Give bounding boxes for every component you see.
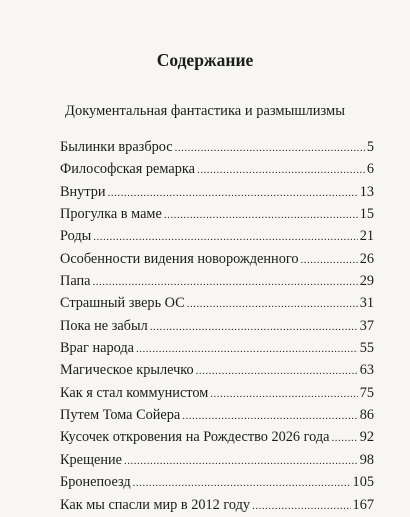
dot-leader (93, 226, 357, 248)
dot-leader (187, 293, 358, 315)
toc-entry (60, 449, 374, 471)
dot-leader (136, 338, 358, 360)
toc-entry-page: 15 (359, 206, 374, 223)
toc-entry-title: Роды (60, 228, 92, 245)
dot-leader (92, 271, 357, 293)
toc-entry-page: 13 (359, 183, 374, 200)
toc-entry-page: 167 (352, 496, 374, 513)
dot-leader (150, 316, 358, 338)
toc-entry (60, 136, 374, 158)
dot-leader (124, 450, 358, 472)
toc-entry-title: Пока не забыл (60, 317, 148, 334)
dot-leader (210, 383, 357, 405)
toc-entry-title: Кусочек откровения на Рождество 2026 года (60, 429, 330, 446)
toc-entry-title: Как я стал коммунистом (60, 384, 209, 401)
dot-leader (196, 360, 358, 382)
toc-entry-title: Страшный зверь ОС (60, 295, 185, 312)
toc-entry-page: 92 (359, 429, 374, 446)
toc-entry-page: 26 (359, 250, 374, 267)
toc-entry (60, 471, 374, 493)
toc-entry (60, 248, 374, 270)
toc-entry (60, 292, 374, 314)
toc-entry-page: 29 (359, 273, 374, 290)
dot-leader (164, 204, 358, 226)
toc-entry-title: Магическое крылечко (60, 362, 194, 379)
toc-entry-page: 31 (359, 295, 374, 312)
section-heading: Документальная фантастика и размышлизмы (65, 103, 345, 119)
toc-entry (60, 404, 374, 426)
toc-entry (60, 203, 374, 225)
dot-leader (252, 495, 350, 517)
toc-entry-page: 55 (359, 340, 374, 357)
toc-entry-title: Особенности видения новорожденного (60, 250, 299, 267)
toc-entry-page: 75 (359, 384, 374, 401)
toc-entry-title: Прогулка в маме (60, 206, 162, 223)
toc-entry-page: 86 (359, 407, 374, 424)
toc-entry-page: 21 (359, 228, 374, 245)
toc-entry (60, 158, 374, 180)
toc-entry-title: Философская ремарка (60, 161, 195, 178)
toc-entry-title: Как мы спасли мир в 2012 году (60, 496, 251, 513)
toc-entry (60, 359, 374, 381)
toc-entry-page: 63 (359, 362, 374, 379)
toc-entry (60, 270, 374, 292)
toc-entry-title: Враг народа (60, 340, 134, 357)
toc-entry-page: 5 (366, 139, 374, 155)
toc-entry (60, 181, 374, 203)
toc-entry-page: 105 (352, 474, 374, 491)
dot-leader (175, 137, 365, 159)
table-of-contents (60, 136, 374, 516)
toc-entry (60, 337, 374, 359)
toc-entry-title: Папа (60, 273, 91, 290)
dot-leader (197, 159, 365, 181)
dot-leader (133, 472, 351, 494)
toc-entry-page: 6 (366, 161, 374, 178)
toc-entry-title: Внутри (60, 183, 106, 200)
toc-entry-title: Былинки вразброс (60, 139, 173, 155)
toc-entry (60, 426, 374, 448)
dot-leader (182, 405, 357, 427)
toc-entry (60, 494, 374, 516)
dot-leader (108, 182, 358, 204)
toc-entry-title: Путем Тома Сойера (60, 407, 181, 424)
dot-leader (301, 249, 358, 271)
toc-entry-title: Крещение (60, 451, 123, 468)
page-title: Содержание (156, 50, 254, 70)
toc-entry (60, 225, 374, 247)
toc-entry-page: 37 (359, 317, 374, 334)
toc-entry (60, 315, 374, 337)
dot-leader (332, 427, 358, 449)
toc-entry-title: Бронепоезд (60, 474, 131, 491)
toc-entry-page: 98 (359, 451, 374, 468)
toc-entry (60, 382, 374, 404)
